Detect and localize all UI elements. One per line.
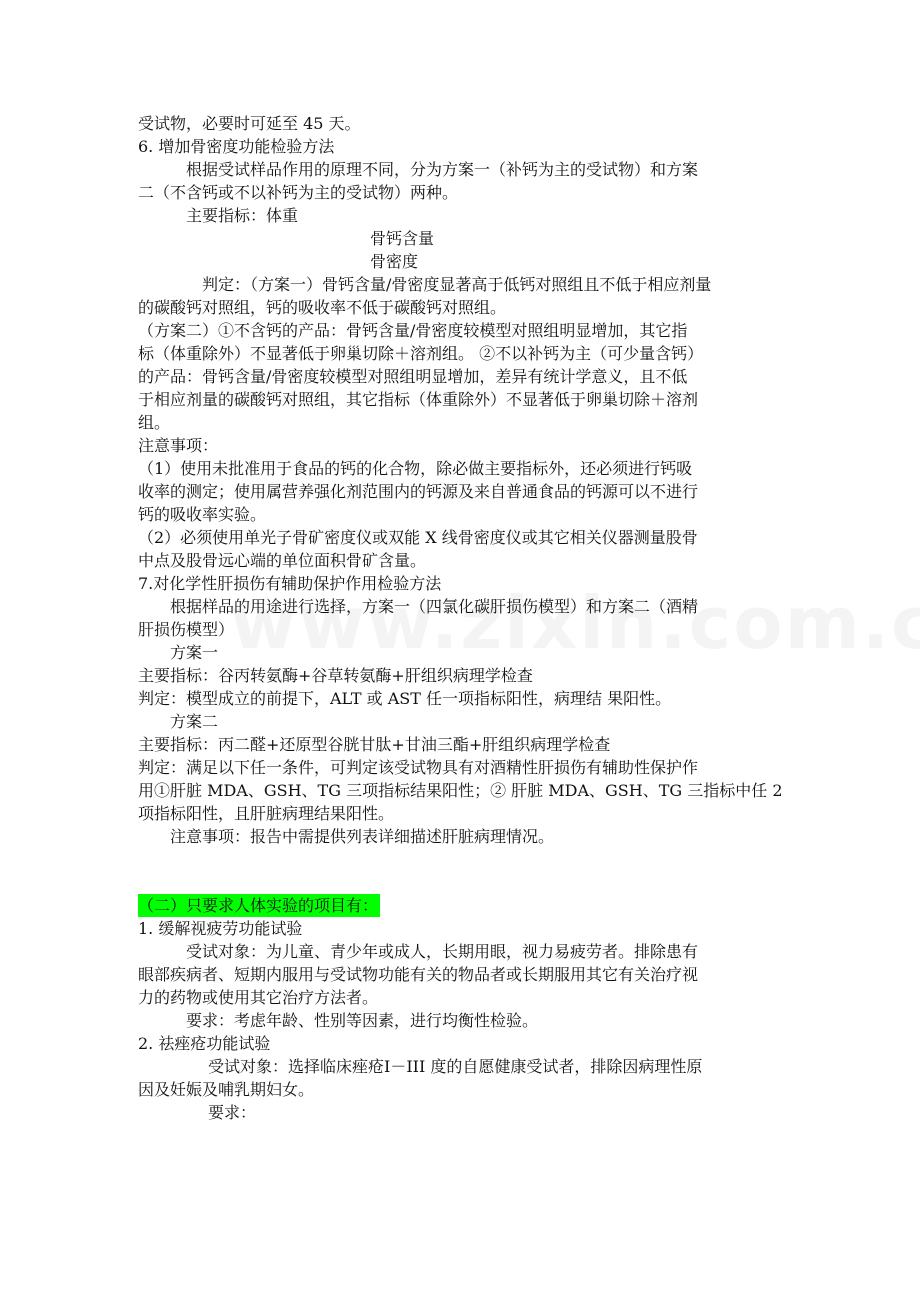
paragraph-line: 受试对象：为儿童、青少年或成人，长期用眼，视力易疲劳者。排除患有 [186, 942, 699, 961]
paragraph-line: 判定：满足以下任一条件，可判定该受试物具有对酒精性肝损伤有辅助性保护作 [138, 758, 699, 777]
paragraph-line: 组。 [138, 413, 171, 432]
paragraph-line: 的产品：骨钙含量/骨密度较模型对照组明显增加，差异有统计学意义，且不低 [138, 367, 688, 386]
paragraph-line: 主要指标：丙二醛+还原型谷胱甘肽+甘油三酯+肝组织病理学检查 [138, 735, 611, 754]
paragraph-line: （2）必须使用单光子骨矿密度仪或双能 X 线骨密度仪或其它相关仪器测量股骨 [138, 528, 698, 547]
main-indicator-line: 骨密度 [370, 252, 419, 271]
paragraph-line: 力的药物或使用其它治疗方法者。 [138, 988, 379, 1007]
paragraph-line: 二（不含钙或不以补钙为主的受试物）两种。 [138, 183, 459, 202]
paragraph-line: 中点及股骨远心端的单位面积骨矿含量。 [138, 551, 427, 570]
section-heading-1: 1. 缓解视疲劳功能试验 [138, 919, 303, 938]
scheme-label: 方案一 [170, 643, 219, 662]
paragraph-line: 因及妊娠及哺乳期妇女。 [138, 1080, 315, 1099]
paragraph-line: 的碳酸钙对照组，钙的吸收率不低于碳酸钙对照组。 [138, 298, 507, 317]
paragraph-line: 根据受试样品作用的原理不同，分为方案一（补钙为主的受试物）和方案 [186, 160, 699, 179]
section-heading-2: 2. 祛痤疮功能试验 [138, 1034, 271, 1053]
notes-heading: 注意事项： [138, 436, 219, 455]
paragraph-line: （方案二）①不含钙的产品：骨钙含量/骨密度较模型对照组明显增加，其它指 [138, 321, 688, 340]
paragraph-line: 主要指标：谷丙转氨酶+谷草转氨酶+肝组织病理学检查 [138, 666, 533, 685]
paragraph-line: 判定：（方案一）骨钙含量/骨密度显著高于低钙对照组且不低于相应剂量 [202, 275, 712, 294]
paragraph-line: 要求：考虑年龄、性别等因素，进行均衡性检验。 [186, 1011, 539, 1030]
paragraph-line: 项指标阳性，且肝脏病理结果阳性。 [138, 804, 395, 823]
blank-space [138, 848, 784, 894]
paragraph-line: 要求： [208, 1103, 257, 1122]
paragraph-line: 受试对象：选择临床痤疮Ⅰ－III 度的自愿健康受试者，排除因病理性原 [208, 1057, 703, 1076]
highlighted-heading-line [138, 894, 784, 917]
section-heading-6: 6. 增加骨密度功能检验方法 [138, 137, 335, 156]
main-indicator-line: 骨钙含量 [370, 229, 435, 248]
section-heading-7: 7.对化学性肝损伤有辅助保护作用检验方法 [138, 574, 442, 593]
paragraph-line: 眼部疾病者、短期内服用与受试物功能有关的物品者或长期服用其它有关治疗视 [138, 965, 699, 984]
paragraph-line: 判定：模型成立的前提下，ALT 或 AST 任一项指标阳性，病理结 果阳性。 [138, 689, 672, 708]
paragraph-line: 根据样品的用途进行选择，方案一（四氯化碳肝损伤模型）和方案二（酒精 [170, 597, 699, 616]
main-indicator-line: 主要指标：体重 [186, 206, 299, 225]
paragraph-line: 用①肝脏 MDA、GSH、TG 三项指标结果阳性；② 肝脏 MDA、GSH、TG 三指标中任 2 [138, 781, 783, 800]
paragraph-line: 钙的吸收率实验。 [138, 505, 267, 524]
paragraph-line: 于相应剂量的碳酸钙对照组，其它指标（体重除外）不显著低于卵巢切除＋溶剂 [138, 390, 699, 409]
paragraph-line: 注意事项：报告中需提供列表详细描述肝脏病理情况。 [170, 827, 555, 846]
paragraph-line: 肝损伤模型） [138, 620, 235, 639]
document-body [138, 112, 784, 1124]
paragraph-line: 受试物，必要时可延至 45 天。 [138, 114, 361, 133]
paragraph-line: （1）使用未批准用于食品的钙的化合物，除必做主要指标外，还必须进行钙吸 [138, 459, 693, 478]
highlighted-heading: （二）只要求人体实验的项目有： [138, 896, 379, 915]
scheme-label: 方案二 [170, 712, 219, 731]
paragraph-line: 收率的测定；使用属营养强化剂范围内的钙源及来自普通食品的钙源可以不进行 [138, 482, 699, 501]
paragraph-line: 标（体重除外）不显著低于卵巢切除＋溶剂组。 ②不以补钙为主（可少量含钙） [138, 344, 704, 363]
